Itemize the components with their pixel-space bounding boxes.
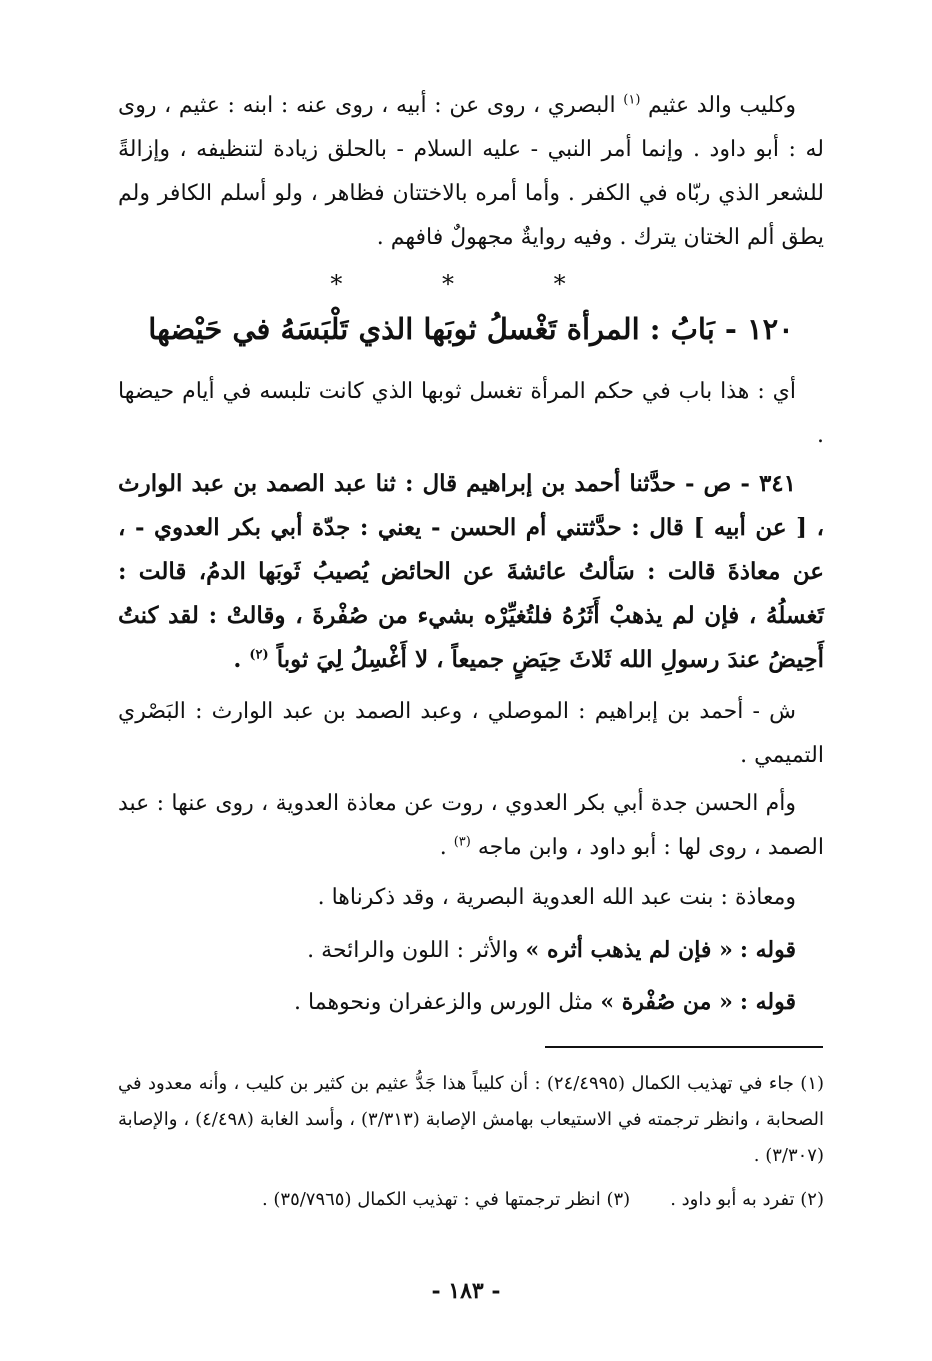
- footnote-1: (١) جاء في تهذيب الكمال (٢٤/٤٩٩٥) : أن كليباً هذا جَدُّ عثيم بن كثير بن كليب ، وأنه معدود في الصحابة ، وانظر ترجمته في الاستيعاب بهامش الإصابة (٣/٣١٣) ، وأسد الغابة (٤/٤٩٨) ، والإصابة (٣/٣٠٧) .: [118, 1073, 825, 1166]
- intro-text-start: وكليب والد عثيم: [648, 93, 796, 118]
- quote-1-label: قوله :: [739, 937, 796, 963]
- sharh-umm-hasan-end: .: [439, 835, 447, 860]
- footnote-divider: [545, 1046, 823, 1048]
- page-number: - ١٨٣ -: [431, 1278, 501, 1304]
- sharh-muadha: ومعاذة : بنت عبد الله العدوية البصرية ، وقد ذكرناها .: [317, 885, 796, 910]
- sharh-narrators: ش - أحمد بن إبراهيم : الموصلي ، وعبد الصمد بن عبد الوارث : البَصْري التميمي .: [118, 699, 824, 768]
- quote-2-label: قوله :: [739, 989, 796, 1015]
- hadith-body: ٣٤١ - ص - حدَّثنا أحمد بن إبراهيم قال : ثنا عبد الصمد بن عبد الوارث ، [ عن أبيه ] قال : حدَّثتني أم الحسن - يعني : جدّة أبي بكر العدوي - ، عن معاذةَ قالت : سَألتُ عائشةَ عن الحائض يُصيبُ ثَوبَها الدمُ، قالت : تَغسلُهُ ، فإن لم يذهبْ أَثَرُهُ فلتُغيِّرْه بشيء من صُفْرةَ ، وقالتْ : لقد كنتُ أَحِيضُ عندَ رسولِ الله ثَلاثَ حِيَضٍ جميعاً ، لا أَغْسِلُ لِيَ ثوباً: [118, 470, 824, 673]
- intro-paragraph: [118, 84, 824, 260]
- sharh-umm-hasan: [118, 782, 824, 870]
- footnote-3: (٣) انظر ترجمتها في : تهذيب الكمال (٣٥/٧٩٦٥) .: [261, 1189, 631, 1210]
- commentary-quote-2: [118, 980, 824, 1025]
- hadith-text: [118, 462, 824, 682]
- quote-1-explanation: والأثر : اللون والرائحة .: [307, 938, 519, 963]
- footnotes-row: [118, 1182, 824, 1218]
- footnote-ref-1[interactable]: (١): [623, 92, 641, 108]
- sharh-umm-hasan-text: وأم الحسن جدة أبي بكر العدوي ، روت عن معاذة العدوية ، روى عنها : عبد الصمد ، روى لها : أبو داود ، وابن ماجه: [118, 791, 824, 860]
- quote-1-text: « فإن لم يذهب أثره »: [525, 937, 733, 963]
- chapter-explanation: أي : هذا باب في حكم المرأة تغسل ثوبها الذي كانت تلبسه في أيام حيضها .: [118, 379, 824, 448]
- chapter-heading: ١٢٠ - بَابُ : المرأة تَغْسلُ ثوبَها الذي تَلْبَسَهُ في حَيْضها: [148, 312, 794, 346]
- footnote-ref-3[interactable]: (٣): [453, 834, 471, 850]
- quote-2-text: « من صُفْرة »: [600, 989, 733, 1015]
- footnote-ref-2[interactable]: (٢): [249, 647, 269, 663]
- commentary-quote-1: [118, 928, 824, 973]
- hadith-end: .: [233, 646, 242, 673]
- intro-text-rest: البصري ، روى عن : أبيه ، روى عنه : ابنه : عثيم ، روى له : أبو داود . وإنما أمر النبي - عليه السلام - بالحلق زيادة لتنظيفه ، وإزالةً للشعر الذي ربّاه في الكفر . وأما أمره بالاختتان فظاهر ، ولو أسلم الكافر ولم يطق ألم الختان يترك . وفيه روايةٌ مجهولٌ فافهم .: [118, 93, 824, 250]
- quote-2-explanation: مثل الورس والزعفران ونحوهما .: [294, 990, 594, 1015]
- section-separator: * * *: [330, 270, 612, 298]
- footnote-2: (٢) تفرد به أبو داود .: [670, 1189, 824, 1210]
